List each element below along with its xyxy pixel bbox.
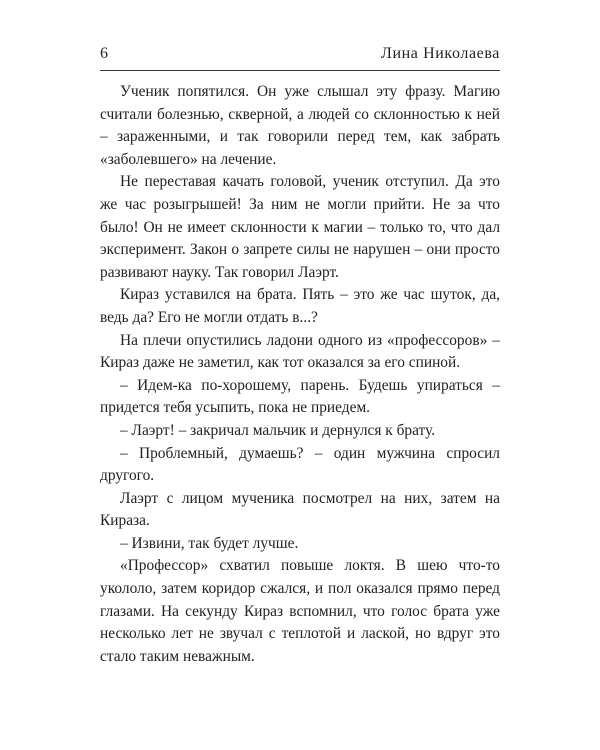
paragraph: – Идем-ка по-хорошему, парень. Будешь упираться – придется тебя усыпить, пока не приедем. — [100, 376, 500, 417]
paragraph: – Проблемный, думаешь? – один мужчина спросил другого. — [100, 444, 500, 485]
header-divider — [100, 70, 500, 71]
paragraph: Не переставая качать головой, ученик отступил. Да это же час розыгрышей! За ним не могли прийти. Не за что было! Он не имеет склонности к магии – только то, что дал эксперимент. Закон о запрете силы не нарушен – они просто развивают науку. Так говорил Лаэрт. — [100, 173, 500, 281]
paragraph: – Лаэрт! – закричал мальчик и дернулся к брату. — [120, 421, 436, 439]
body-text — [100, 81, 500, 668]
paragraph: Ученик попятился. Он уже слышал эту фразу. Магию считали болезнью, скверной, а людей со склонностью к ней – зараженными, и так говорили перед тем, как забрать «заболевшего» на лечение. — [100, 83, 500, 168]
running-title: Лина Николаева — [381, 45, 500, 62]
page-header — [100, 44, 500, 68]
paragraph: Лаэрт с лицом мученика посмотрел на них, затем на Кираза. — [100, 489, 500, 530]
paragraph: На плечи опустились ладони одного из «профессоров» – Кираз даже не заметил, как тот оказался за его спиной. — [100, 331, 500, 372]
paragraph: – Извини, так будет лучше. — [120, 534, 299, 552]
paragraph: Кираз уставился на брата. Пять – это же час шуток, да, ведь да? Его не могли отдать в...? — [100, 286, 500, 326]
page-number: 6 — [100, 45, 108, 62]
paragraph: «Профессор» схватил повыше локтя. В шею что-то укололо, затем коридор сжался, и пол оказался прямо перед глазами. На секунду Кираз вспомнил, что голос брата уже несколько лет не звучал с теплотой и лаской, но вдруг это стало таким неважным. — [100, 557, 500, 665]
